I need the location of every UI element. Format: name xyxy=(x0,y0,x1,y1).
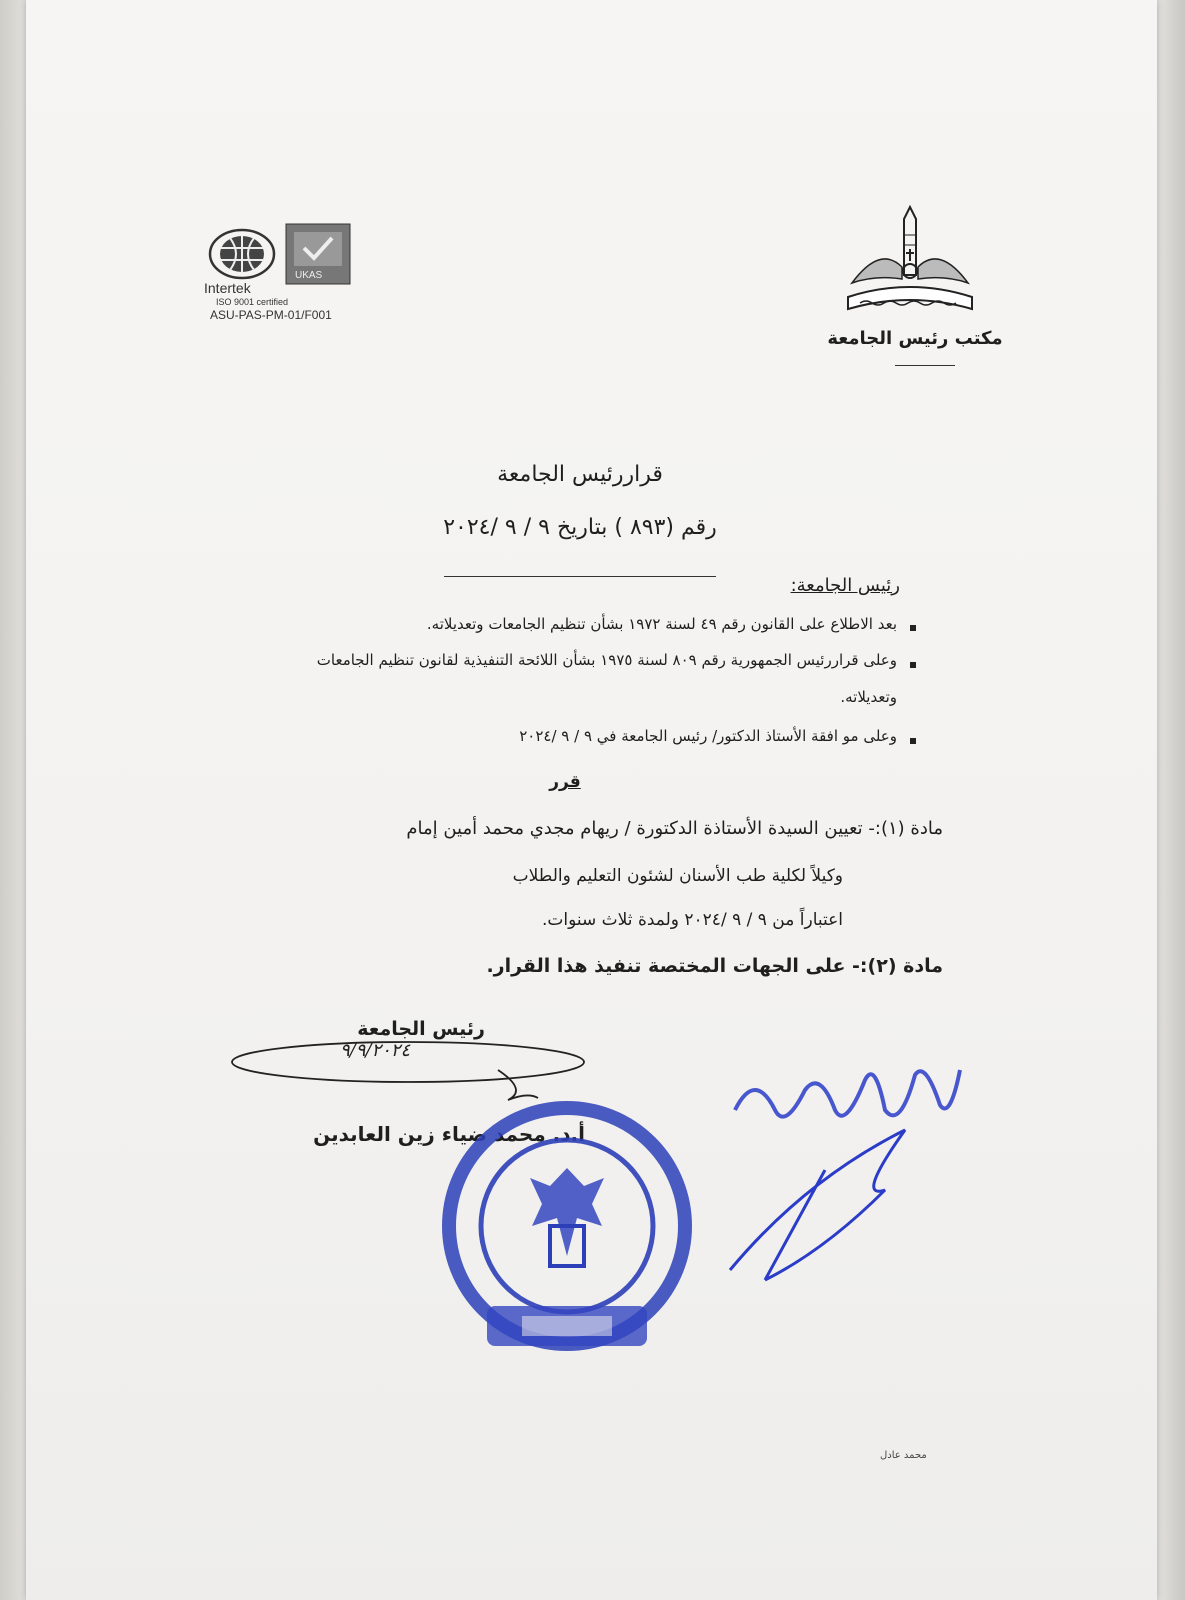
typist-name: محمد عادل xyxy=(880,1450,927,1461)
cert-code: ASU-PAS-PM-01/F001 xyxy=(210,308,332,322)
decree-number-line: رقم (٨٩٣ ) بتاريخ ٩ / ٩ /٢٠٢٤ xyxy=(443,515,717,540)
cert-line: ISO 9001 certified xyxy=(216,297,289,307)
preamble-item-1: بعد الاطلاع على القانون رقم ٤٩ لسنة ١٩٧٢ بشأن تنظيم الجامعات وتعديلاته. xyxy=(426,615,897,633)
intertek-label: Intertek xyxy=(204,280,251,296)
article-1-line-3: اعتباراً من ٩ / ٩ /٢٠٢٤ ولمدة ثلاث سنوات. xyxy=(541,910,843,930)
preamble-item-3: وعلى مو افقة الأستاذ الدكتور/ رئيس الجامعة في ٩ / ٩ /٢٠٢٤ xyxy=(519,727,897,745)
certification-logos xyxy=(204,228,358,332)
article-1-line-1: مادة (١):- تعيين السيدة الأستاذة الدكتورة / ريهام مجدي محمد أمين إمام xyxy=(406,818,943,839)
bullet xyxy=(910,662,916,668)
decree-title: قراررئيس الجامعة xyxy=(497,462,663,487)
title-divider xyxy=(444,576,716,577)
preamble-item-2: وعلى قراررئيس الجمهورية رقم ٨٠٩ لسنة ١٩٧٥ بشأن اللائحة التنفيذية لقانون تنظيم الجامعات xyxy=(316,651,897,669)
decision-heading: قرر xyxy=(549,772,581,792)
signatory-name: أ.د. محمد ضياء زين العابدين xyxy=(313,1122,585,1146)
desk-background-left xyxy=(0,0,26,1600)
signature-role: رئيس الجامعة xyxy=(357,1018,485,1040)
article-1-line-2: وكيلاً لكلية طب الأسنان لشئون التعليم والطلاب xyxy=(512,866,843,886)
preamble-item-2-cont: وتعديلاته. xyxy=(840,688,897,706)
bullet xyxy=(910,625,916,631)
article-2: مادة (٢):- على الجهات المختصة تنفيذ هذا القرار. xyxy=(486,955,943,977)
university-emblem-icon xyxy=(840,205,990,335)
official-stamp-icon xyxy=(432,1106,702,1376)
ukas-label: UKAS xyxy=(295,270,323,281)
desk-background-right xyxy=(1157,0,1185,1600)
handwritten-date: ٩/٩/٢٠٢٤ xyxy=(340,1040,411,1061)
office-title-underline xyxy=(895,365,955,366)
office-title: مكتب رئيس الجامعة xyxy=(827,328,1003,349)
salutation: رئيس الجامعة: xyxy=(790,575,900,596)
bullet xyxy=(910,738,916,744)
